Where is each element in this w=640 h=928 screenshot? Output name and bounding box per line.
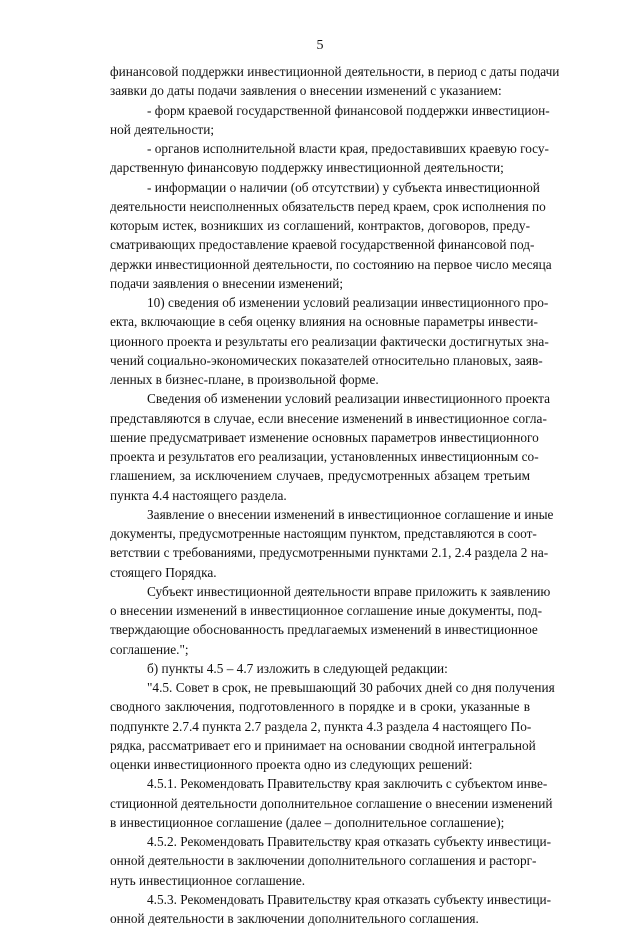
text-line: нуть инвестиционное соглашение. bbox=[110, 872, 306, 888]
text-line: которым истек, возникших из соглашений, контрактов, договоров, преду- bbox=[110, 218, 530, 233]
text-line: рядка, рассматривает его и принимает на основании сводной интегральной bbox=[110, 737, 536, 753]
text-line: ленных в бизнес-плане, в произвольной форме. bbox=[110, 372, 379, 387]
text-line: Сведения об изменении условий реализации инвестиционного проекта bbox=[147, 391, 551, 407]
text-line: подачи заявления о внесении изменений; bbox=[110, 275, 344, 291]
text-line: "4.5. Совет в срок, не превышающий 30 рабочих дней со дня получения bbox=[147, 680, 555, 695]
paragraph bbox=[110, 505, 554, 582]
text-line: ной деятельности; bbox=[110, 121, 215, 137]
text-line: Субъект инвестиционной деятельности вправе приложить к заявлению bbox=[147, 583, 551, 599]
text-line: заявки до даты подачи заявления о внесении изменений с указанием: bbox=[110, 83, 502, 99]
paragraph bbox=[110, 293, 549, 389]
text-line: сматривающих предоставление краевой государственной финансовой под- bbox=[110, 237, 535, 253]
text-line: 4.5.3. Рекомендовать Правительству края отказать субъекту инвестици- bbox=[147, 891, 552, 907]
text-line: подпункте 2.7.4 пункта 2.7 раздела 2, пункта 4.3 раздела 4 настоящего По- bbox=[110, 718, 532, 734]
text-line: в инвестиционное соглашение (далее – дополнительное соглашение); bbox=[110, 814, 505, 830]
text-line: екта, включающие в себя оценку влияния на основные параметры инвести- bbox=[110, 314, 538, 330]
document-body bbox=[110, 62, 560, 928]
paragraph bbox=[110, 582, 551, 659]
paragraph bbox=[110, 62, 560, 101]
text-line: б) пункты 4.5 – 4.7 изложить в следующей редакции: bbox=[147, 660, 448, 676]
text-line: о внесении изменений в инвестиционное соглашение иные документы, под- bbox=[110, 603, 543, 618]
text-line: финансовой поддержки инвестиционной деятельности, в период с даты подачи bbox=[110, 64, 560, 79]
paragraph bbox=[110, 101, 550, 140]
paragraph bbox=[110, 139, 549, 178]
text-line: 10) сведения об изменении условий реализации инвестиционного про- bbox=[147, 295, 549, 310]
text-line: чений социально-экономических показателей относительно плановых, заяв- bbox=[110, 352, 543, 368]
text-line: - форм краевой государственной финансовой поддержки инвестицион- bbox=[147, 102, 550, 118]
text-line: стиционной деятельности дополнительное соглашение о внесении изменений bbox=[110, 795, 553, 811]
text-line: сводного заключения, подготовленного в порядке и в сроки, указанные в bbox=[110, 699, 530, 715]
text-line: онной деятельности в заключении дополнительного соглашения. bbox=[110, 911, 479, 926]
paragraph bbox=[110, 774, 553, 832]
text-line: пункта 4.4 настоящего раздела. bbox=[110, 487, 287, 503]
text-line: Заявление о внесении изменений в инвестиционное соглашение и иные bbox=[147, 506, 554, 522]
text-line: ветствии с требованиями, предусмотренными пунктами 2.1, 2.4 раздела 2 на- bbox=[110, 545, 549, 561]
paragraph bbox=[110, 659, 530, 678]
paragraph bbox=[110, 389, 551, 505]
text-line: 4.5.1. Рекомендовать Правительству края заключить с субъектом инве- bbox=[147, 776, 548, 792]
paragraph bbox=[110, 832, 552, 890]
page-number: 5 bbox=[316, 38, 324, 53]
paragraph bbox=[110, 178, 552, 294]
text-line: стоящего Порядка. bbox=[110, 564, 217, 580]
text-line: соглашение."; bbox=[110, 641, 189, 657]
text-line: 4.5.2. Рекомендовать Правительству края отказать субъекту инвестици- bbox=[147, 834, 552, 849]
text-line: - информации о наличии (об отсутствии) у субъекта инвестиционной bbox=[147, 179, 540, 195]
text-line: дарственную финансовую поддержку инвестиционной деятельности; bbox=[110, 160, 504, 176]
text-line: представляются в случае, если внесение изменений в инвестиционное согла- bbox=[110, 410, 547, 426]
text-line: деятельности неисполненных обязательств перед краем, срок исполнения по bbox=[110, 198, 546, 214]
paragraph bbox=[110, 678, 555, 774]
text-line: тверждающие обоснованность предлагаемых изменений в инвестиционное bbox=[110, 622, 538, 638]
text-line: проекта и результатов его реализации, установленных инвестиционным со- bbox=[110, 449, 539, 464]
text-line: оценки инвестиционного проекта одно из следующих решений: bbox=[110, 757, 473, 772]
text-line: - органов исполнительной власти края, предоставивших краевую госу- bbox=[147, 141, 549, 156]
text-line: онной деятельности в заключении дополнительного соглашения и расторг- bbox=[110, 853, 537, 869]
text-line: документы, предусмотренные настоящим пунктом, представляются в соот- bbox=[110, 526, 537, 541]
text-line: глашением, за исключением случаев, предусмотренных абзацем третьим bbox=[110, 468, 530, 484]
text-line: ционного проекта и результаты его реализации фактически достигнутых зна- bbox=[110, 333, 549, 349]
paragraph bbox=[110, 890, 552, 928]
text-line: шение предусматривает изменение основных параметров инвестиционного bbox=[110, 429, 539, 445]
text-line: держки инвестиционной деятельности, по состоянию на первое число месяца bbox=[110, 256, 552, 272]
